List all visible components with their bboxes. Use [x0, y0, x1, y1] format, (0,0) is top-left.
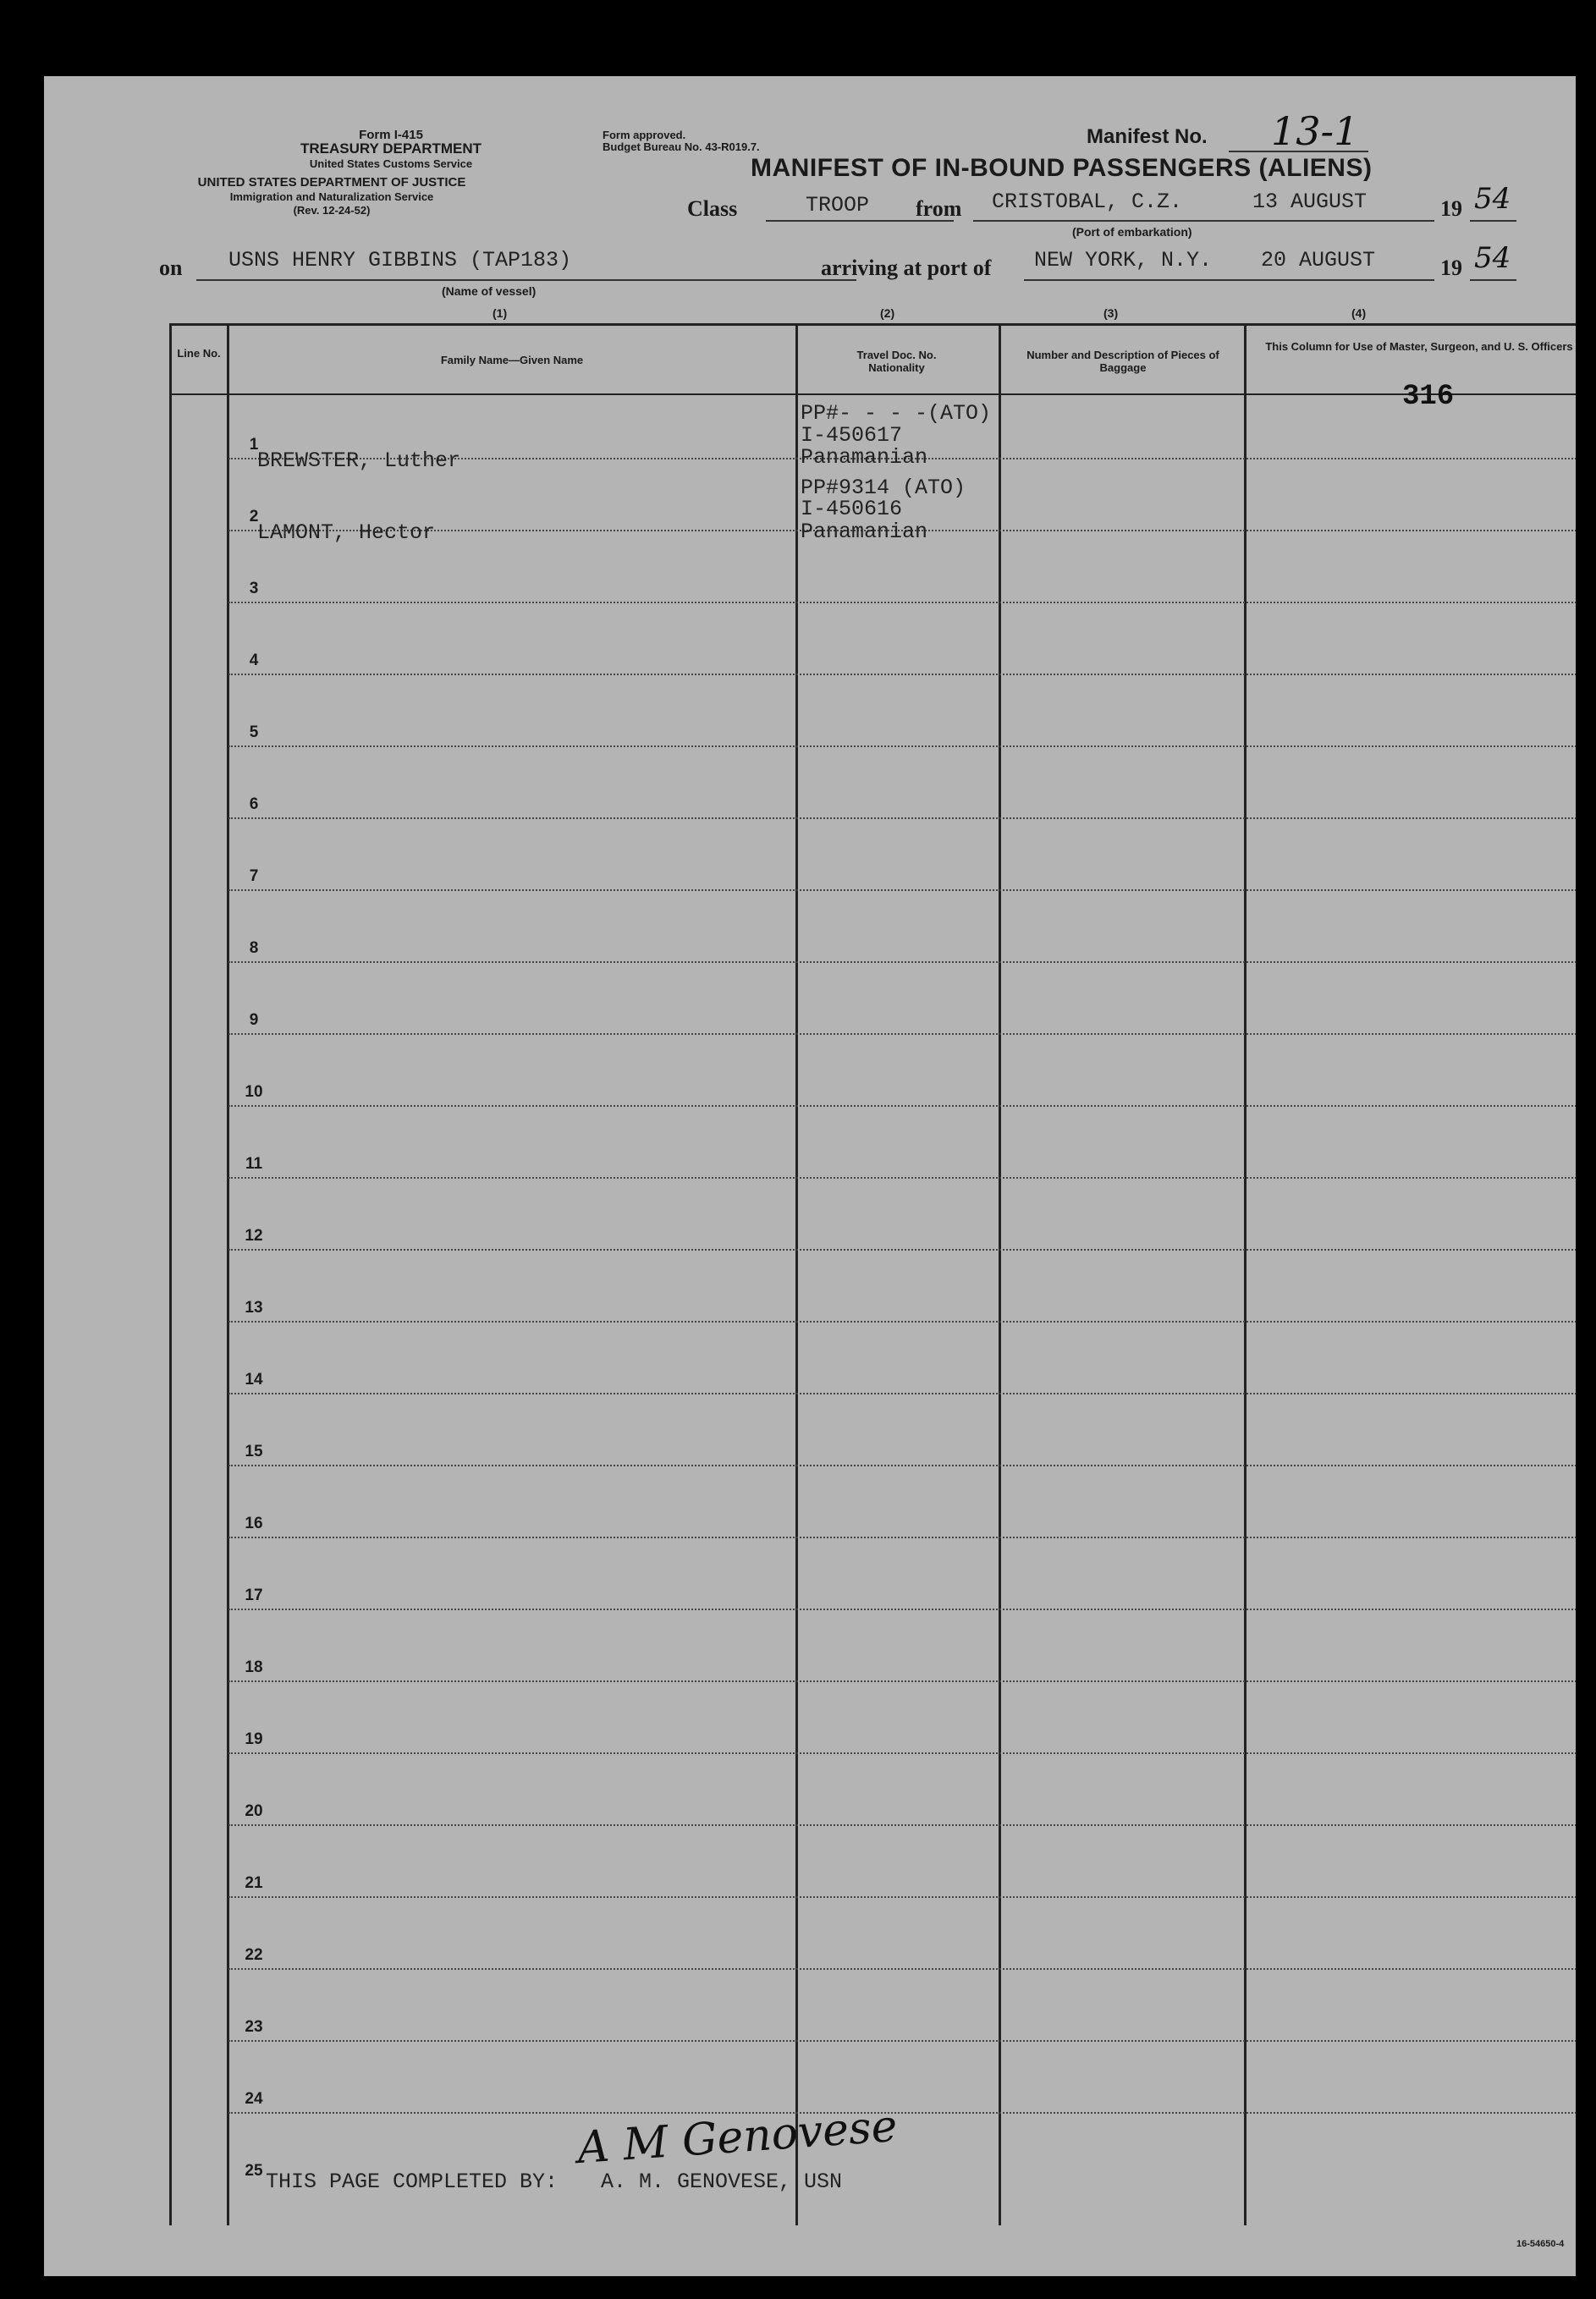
line-number: 12: [245, 1227, 263, 1245]
table-top-border: [169, 323, 1576, 326]
customs-service: United States Customs Service: [309, 157, 473, 170]
header-bottom-border: [169, 393, 1576, 395]
row-line: [228, 1537, 1576, 1538]
line-number: 20: [245, 1802, 263, 1820]
line-number: 24: [245, 2090, 263, 2108]
on-label: on: [159, 256, 183, 280]
baggage-divider: [1244, 323, 1247, 2225]
manifest-page: [44, 76, 1576, 2276]
row-line: [228, 1249, 1576, 1251]
from-label: from: [916, 196, 962, 221]
table-left-border: [169, 323, 172, 2225]
immigration-service: Immigration and Naturalization Service: [229, 190, 434, 203]
column-number-4: (4): [1351, 306, 1367, 320]
vessel-underline: [196, 279, 856, 281]
row-line: [228, 674, 1576, 675]
line-number: 3: [249, 580, 259, 597]
entry-1-doc-number: I-450617: [801, 423, 903, 448]
line-number: 8: [249, 939, 259, 957]
row-line: [228, 961, 1576, 963]
line-no-divider: [227, 323, 229, 2225]
completed-by-name: A. M. GENOVESE, USN: [601, 2170, 843, 2194]
header-line-no: Line No.: [177, 347, 221, 360]
entry-2-doc-number: I-450616: [801, 497, 903, 521]
line-number: 2: [249, 508, 259, 525]
column-number-1: (1): [493, 306, 508, 320]
line-number: 5: [249, 723, 259, 741]
line-number: 17: [245, 1587, 263, 1604]
embark-year-underline: [1470, 220, 1516, 222]
page-title: MANIFEST OF IN-BOUND PASSENGERS (ALIENS): [751, 154, 1373, 182]
arrival-year-underline: [1470, 279, 1516, 281]
arrival-year-prefix: 19: [1440, 256, 1462, 280]
line-number: 10: [245, 1083, 263, 1101]
row-line: [228, 1609, 1576, 1610]
printing-code: 16-54650-4: [1516, 2239, 1565, 2249]
vessel-name: USNS HENRY GIBBINS (TAP183): [228, 248, 572, 272]
manifest-no-value: 13-1: [1271, 108, 1359, 154]
row-line: [228, 889, 1576, 891]
header-travel-doc: Travel Doc. No. Nationality: [856, 349, 937, 374]
line-number: 22: [245, 1946, 263, 1964]
row-line: [228, 1321, 1576, 1323]
line-number: 18: [245, 1658, 263, 1676]
arrival-port: NEW YORK, N.Y.: [1034, 248, 1213, 272]
row-line: [228, 1824, 1576, 1826]
arrival-underline: [1024, 279, 1434, 281]
row-line: [228, 2040, 1576, 2042]
row-line: [228, 817, 1576, 819]
line-number: 23: [245, 2018, 263, 2036]
arriving-label: arriving at port of: [821, 256, 992, 280]
entry-2-nationality: Panamanian: [801, 520, 928, 544]
line-number: 4: [249, 652, 259, 669]
row-line: [228, 1393, 1576, 1394]
row-line: [228, 1680, 1576, 1682]
line-number: 7: [249, 867, 259, 885]
line-number: 25: [245, 2162, 263, 2180]
row-line: [228, 1896, 1576, 1898]
embark-year: 54: [1474, 182, 1511, 216]
entry-1-name: BREWSTER, Luther: [257, 448, 461, 473]
signature: A M Genovese: [575, 2100, 900, 2175]
entry-1-nationality: Panamanian: [801, 445, 928, 470]
line-number: 9: [249, 1011, 259, 1029]
row-line: [228, 1465, 1576, 1466]
header-family-name: Family Name—Given Name: [440, 354, 584, 366]
line-number: 1: [249, 436, 259, 454]
line-number: 16: [245, 1515, 263, 1532]
line-number: 14: [245, 1371, 263, 1389]
entry-2-name: LAMONT, Hector: [257, 520, 436, 545]
row-line: [228, 1105, 1576, 1107]
line-number: 21: [245, 1874, 263, 1892]
revision-date: (Rev. 12-24-52): [293, 204, 371, 217]
entry-2-doc: PP#9314 (ATO): [801, 476, 966, 500]
port-of-embarkation-caption: (Port of embarkation): [1072, 225, 1192, 239]
officer-mark: 316: [1402, 381, 1455, 413]
row-line: [228, 1177, 1576, 1179]
row-line: [228, 602, 1576, 603]
from-port: CRISTOBAL, C.Z.: [992, 190, 1183, 214]
header-baggage: Number and Description of Pieces of Baggage: [1026, 349, 1219, 374]
line-number: 19: [245, 1730, 263, 1748]
line-number: 15: [245, 1443, 263, 1460]
completed-by-label: THIS PAGE COMPLETED BY:: [266, 2170, 559, 2194]
line-number: 6: [249, 795, 259, 813]
class-value: TROOP: [806, 193, 870, 217]
row-line: [228, 1033, 1576, 1035]
class-label: Class: [687, 196, 738, 221]
arrival-year: 54: [1474, 241, 1511, 275]
budget-bureau-number: Budget Bureau No. 43-R019.7.: [603, 140, 760, 153]
entry-1-doc: PP#- - - -(ATO): [801, 401, 992, 426]
row-line: [228, 1752, 1576, 1754]
form-approved: Form approved.: [603, 129, 686, 141]
embark-year-prefix: 19: [1440, 196, 1462, 221]
row-line: [228, 2112, 1576, 2114]
arrival-date: 20 AUGUST: [1261, 248, 1376, 272]
manifest-no-label: Manifest No.: [1087, 125, 1208, 148]
embark-date: 13 AUGUST: [1252, 190, 1368, 214]
vessel-caption: (Name of vessel): [442, 284, 537, 298]
column-number-2: (2): [880, 306, 895, 320]
department-of-justice: UNITED STATES DEPARTMENT OF JUSTICE: [197, 175, 466, 190]
row-line: [228, 1968, 1576, 1970]
column-number-3: (3): [1103, 306, 1119, 320]
from-underline: [973, 220, 1434, 222]
header-officers-column: This Column for Use of Master, Surgeon, and U. S. Officers: [1265, 340, 1573, 353]
name-divider: [795, 323, 798, 2225]
form-number: Form I-415: [359, 128, 423, 142]
row-line: [228, 745, 1576, 747]
treasury-department: TREASURY DEPARTMENT: [300, 140, 482, 157]
doc-divider: [999, 323, 1001, 2225]
line-number: 11: [245, 1155, 263, 1173]
line-number: 13: [245, 1299, 263, 1317]
